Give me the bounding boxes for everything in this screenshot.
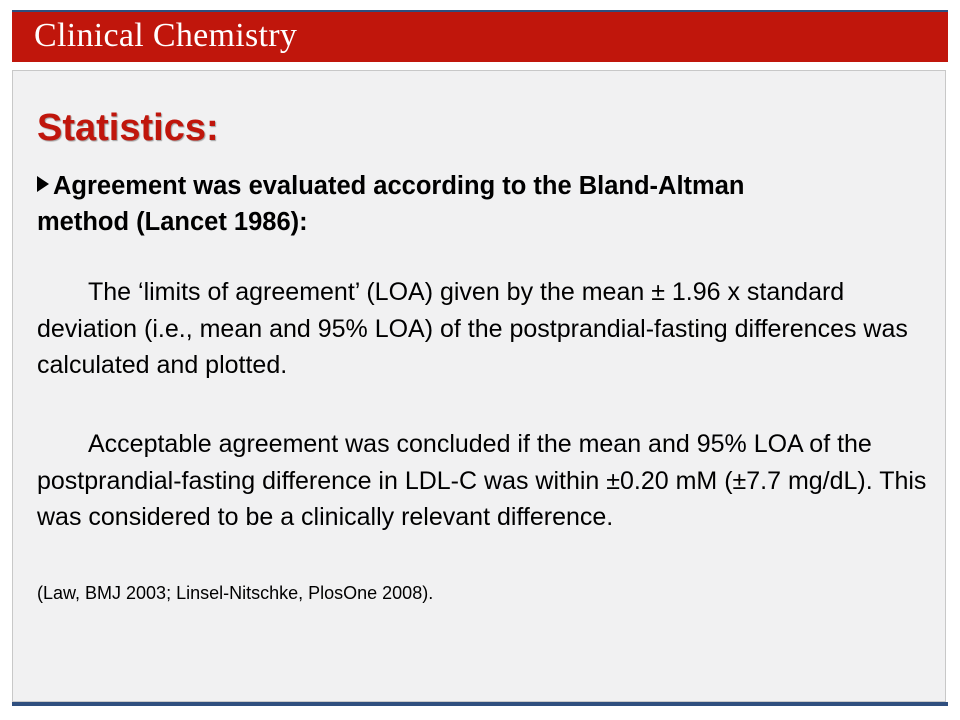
footer-rule xyxy=(12,702,948,706)
journal-title: Clinical Chemistry xyxy=(34,17,298,54)
header-banner xyxy=(12,12,948,62)
bullet-text-line-2: method (Lancet 1986): xyxy=(37,208,308,236)
content-panel xyxy=(12,70,946,702)
limits-of-agreement-paragraph: The ‘limits of agreement’ (LOA) given by the mean ± 1.96 x standard deviation (i.e., mean and 95% LOA) of the postprandial-fasting differences was calculated and plotted. xyxy=(37,278,908,379)
bullet-text-line-1: Agreement was evaluated according to the Bland-Altman xyxy=(53,172,745,200)
acceptable-agreement-paragraph: Acceptable agreement was concluded if the mean and 95% LOA of the postprandial-fasting difference in LDL-C was within ±0.20 mM (±7.7 mg/dL). This was considered to be a clinically relevant difference. xyxy=(37,430,927,531)
bullet-point xyxy=(37,168,937,240)
slide-title: Statistics: xyxy=(37,107,219,149)
citation-reference: (Law, BMJ 2003; Linsel-Nitschke, PlosOne 2008). xyxy=(37,583,434,603)
arrow-bullet-icon xyxy=(37,176,49,192)
